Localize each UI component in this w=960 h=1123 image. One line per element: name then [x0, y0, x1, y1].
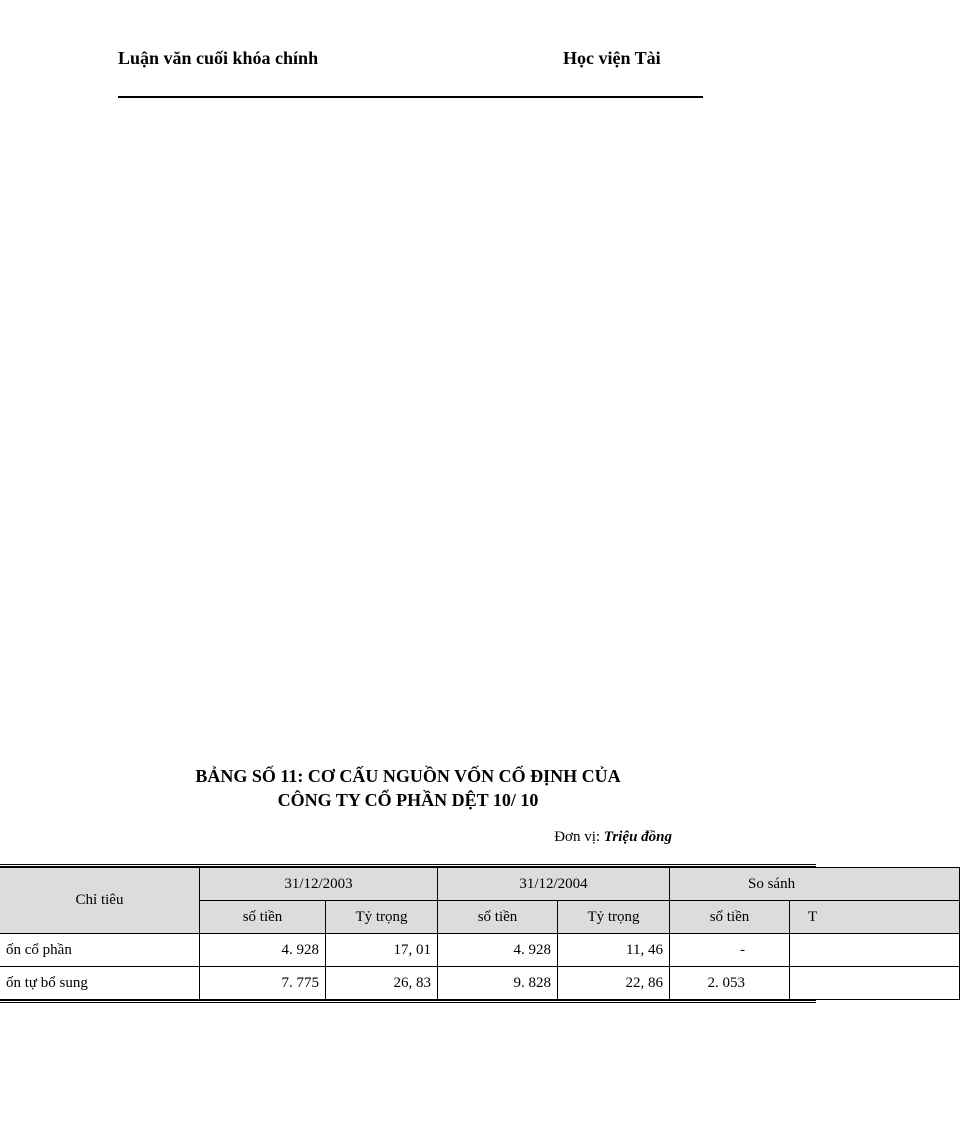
cell-value: [790, 934, 960, 967]
header-right-title: Học viện Tài: [563, 48, 661, 68]
table-row: [0, 934, 960, 967]
table-row: [0, 967, 960, 1000]
cell-value: [790, 967, 960, 1000]
table-title-line-1: BẢNG SỐ 11: CƠ CẤU NGUỒN VỐN CỐ ĐỊNH CỦA: [195, 766, 621, 786]
cell-value: 9. 828: [438, 967, 558, 1000]
unit-label: Đơn vị:: [554, 829, 601, 845]
header-group-2003: 31/12/2003: [200, 868, 438, 901]
subheader-ty-trong-2003: Tỷ trọng: [326, 901, 438, 934]
cell-value: 17, 01: [326, 934, 438, 967]
subheader-so-tien-so-sanh: số tiền: [670, 901, 790, 934]
table-title-line-2: CÔNG TY CỔ PHẦN DỆT 10/ 10: [277, 790, 539, 810]
cell-value: 2. 053: [670, 967, 790, 1000]
subheader-so-tien-2004: số tiền: [438, 901, 558, 934]
subheader-ty-trong-so-sanh: T: [790, 901, 960, 934]
header-left-title: Luận văn cuối khóa chính: [118, 48, 319, 68]
cell-value: 22, 86: [558, 967, 670, 1000]
header-group-2004: 31/12/2004: [438, 868, 670, 901]
table-bottom-rule: [0, 1000, 816, 1003]
unit-note: [440, 829, 672, 846]
table-header-row-1: [0, 868, 960, 901]
header-chi-tieu: Chỉ tiêu: [0, 868, 200, 934]
cell-value: 4. 928: [438, 934, 558, 967]
data-table: [0, 867, 960, 1000]
unit-value: Triệu đồng: [603, 829, 672, 845]
subheader-ty-trong-2004: Tỷ trọng: [558, 901, 670, 934]
capital-structure-table: [0, 864, 816, 1004]
row-label: ốn tự bổ sung: [0, 967, 200, 1000]
table-title: [100, 764, 716, 812]
cell-value: -: [670, 934, 790, 967]
cell-value: 11, 46: [558, 934, 670, 967]
cell-value: 7. 775: [200, 967, 326, 1000]
header-group-so-sanh: So sánh: [670, 868, 960, 901]
row-label: ốn cổ phần: [0, 934, 200, 967]
subheader-so-tien-2003: số tiền: [200, 901, 326, 934]
cell-value: 26, 83: [326, 967, 438, 1000]
cell-value: 4. 928: [200, 934, 326, 967]
header-divider: [118, 96, 703, 98]
